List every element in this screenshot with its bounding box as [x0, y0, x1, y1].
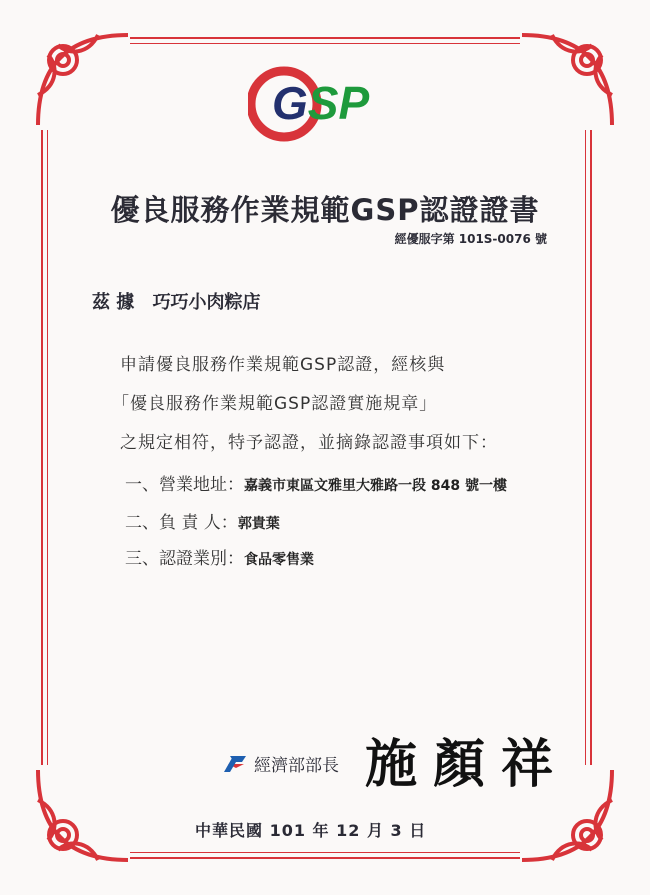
recipient — [92, 288, 273, 314]
body-line: 申請優良服務作業規範GSP認證，經核與 — [120, 355, 446, 375]
minister-title-text: 經濟部部長 — [254, 756, 339, 776]
issue-date: 中華民國 101 年 12 月 3 日 — [195, 821, 427, 840]
item-value: 食品零售業 — [244, 552, 314, 568]
item-owner — [125, 508, 280, 533]
minister-title — [222, 751, 339, 776]
item-address — [125, 470, 507, 495]
item-label: 一、營業地址： — [125, 475, 244, 495]
signature: 施顏祥 — [365, 734, 570, 795]
certificate-number: 經優服字第 101S-0076 號 — [394, 232, 547, 246]
corner-ornament-top-right — [512, 25, 622, 135]
corner-ornament-bottom-left — [28, 760, 138, 870]
recipient-label: 茲 據 — [92, 292, 135, 313]
body-line: 「優良服務作業規範GSP認證實施規章」 — [112, 394, 438, 414]
body-line: 之規定相符，特予認證，並摘錄認證事項如下： — [120, 433, 498, 453]
corner-ornament-top-left — [28, 25, 138, 135]
recipient-name: 巧巧小肉粽店 — [152, 292, 261, 313]
item-label: 三、認證業別： — [125, 549, 244, 569]
item-category — [125, 544, 314, 569]
item-value: 郭貴葉 — [237, 516, 280, 532]
item-label: 二、負 責 人： — [125, 513, 238, 533]
gsp-logo: GSP — [248, 62, 398, 142]
ministry-logo-icon — [222, 754, 248, 774]
certificate-title: 優良服務作業規範GSP認證證書 — [110, 193, 540, 227]
item-value: 嘉義市東區文雅里大雅路一段 848 號一樓 — [244, 478, 507, 494]
